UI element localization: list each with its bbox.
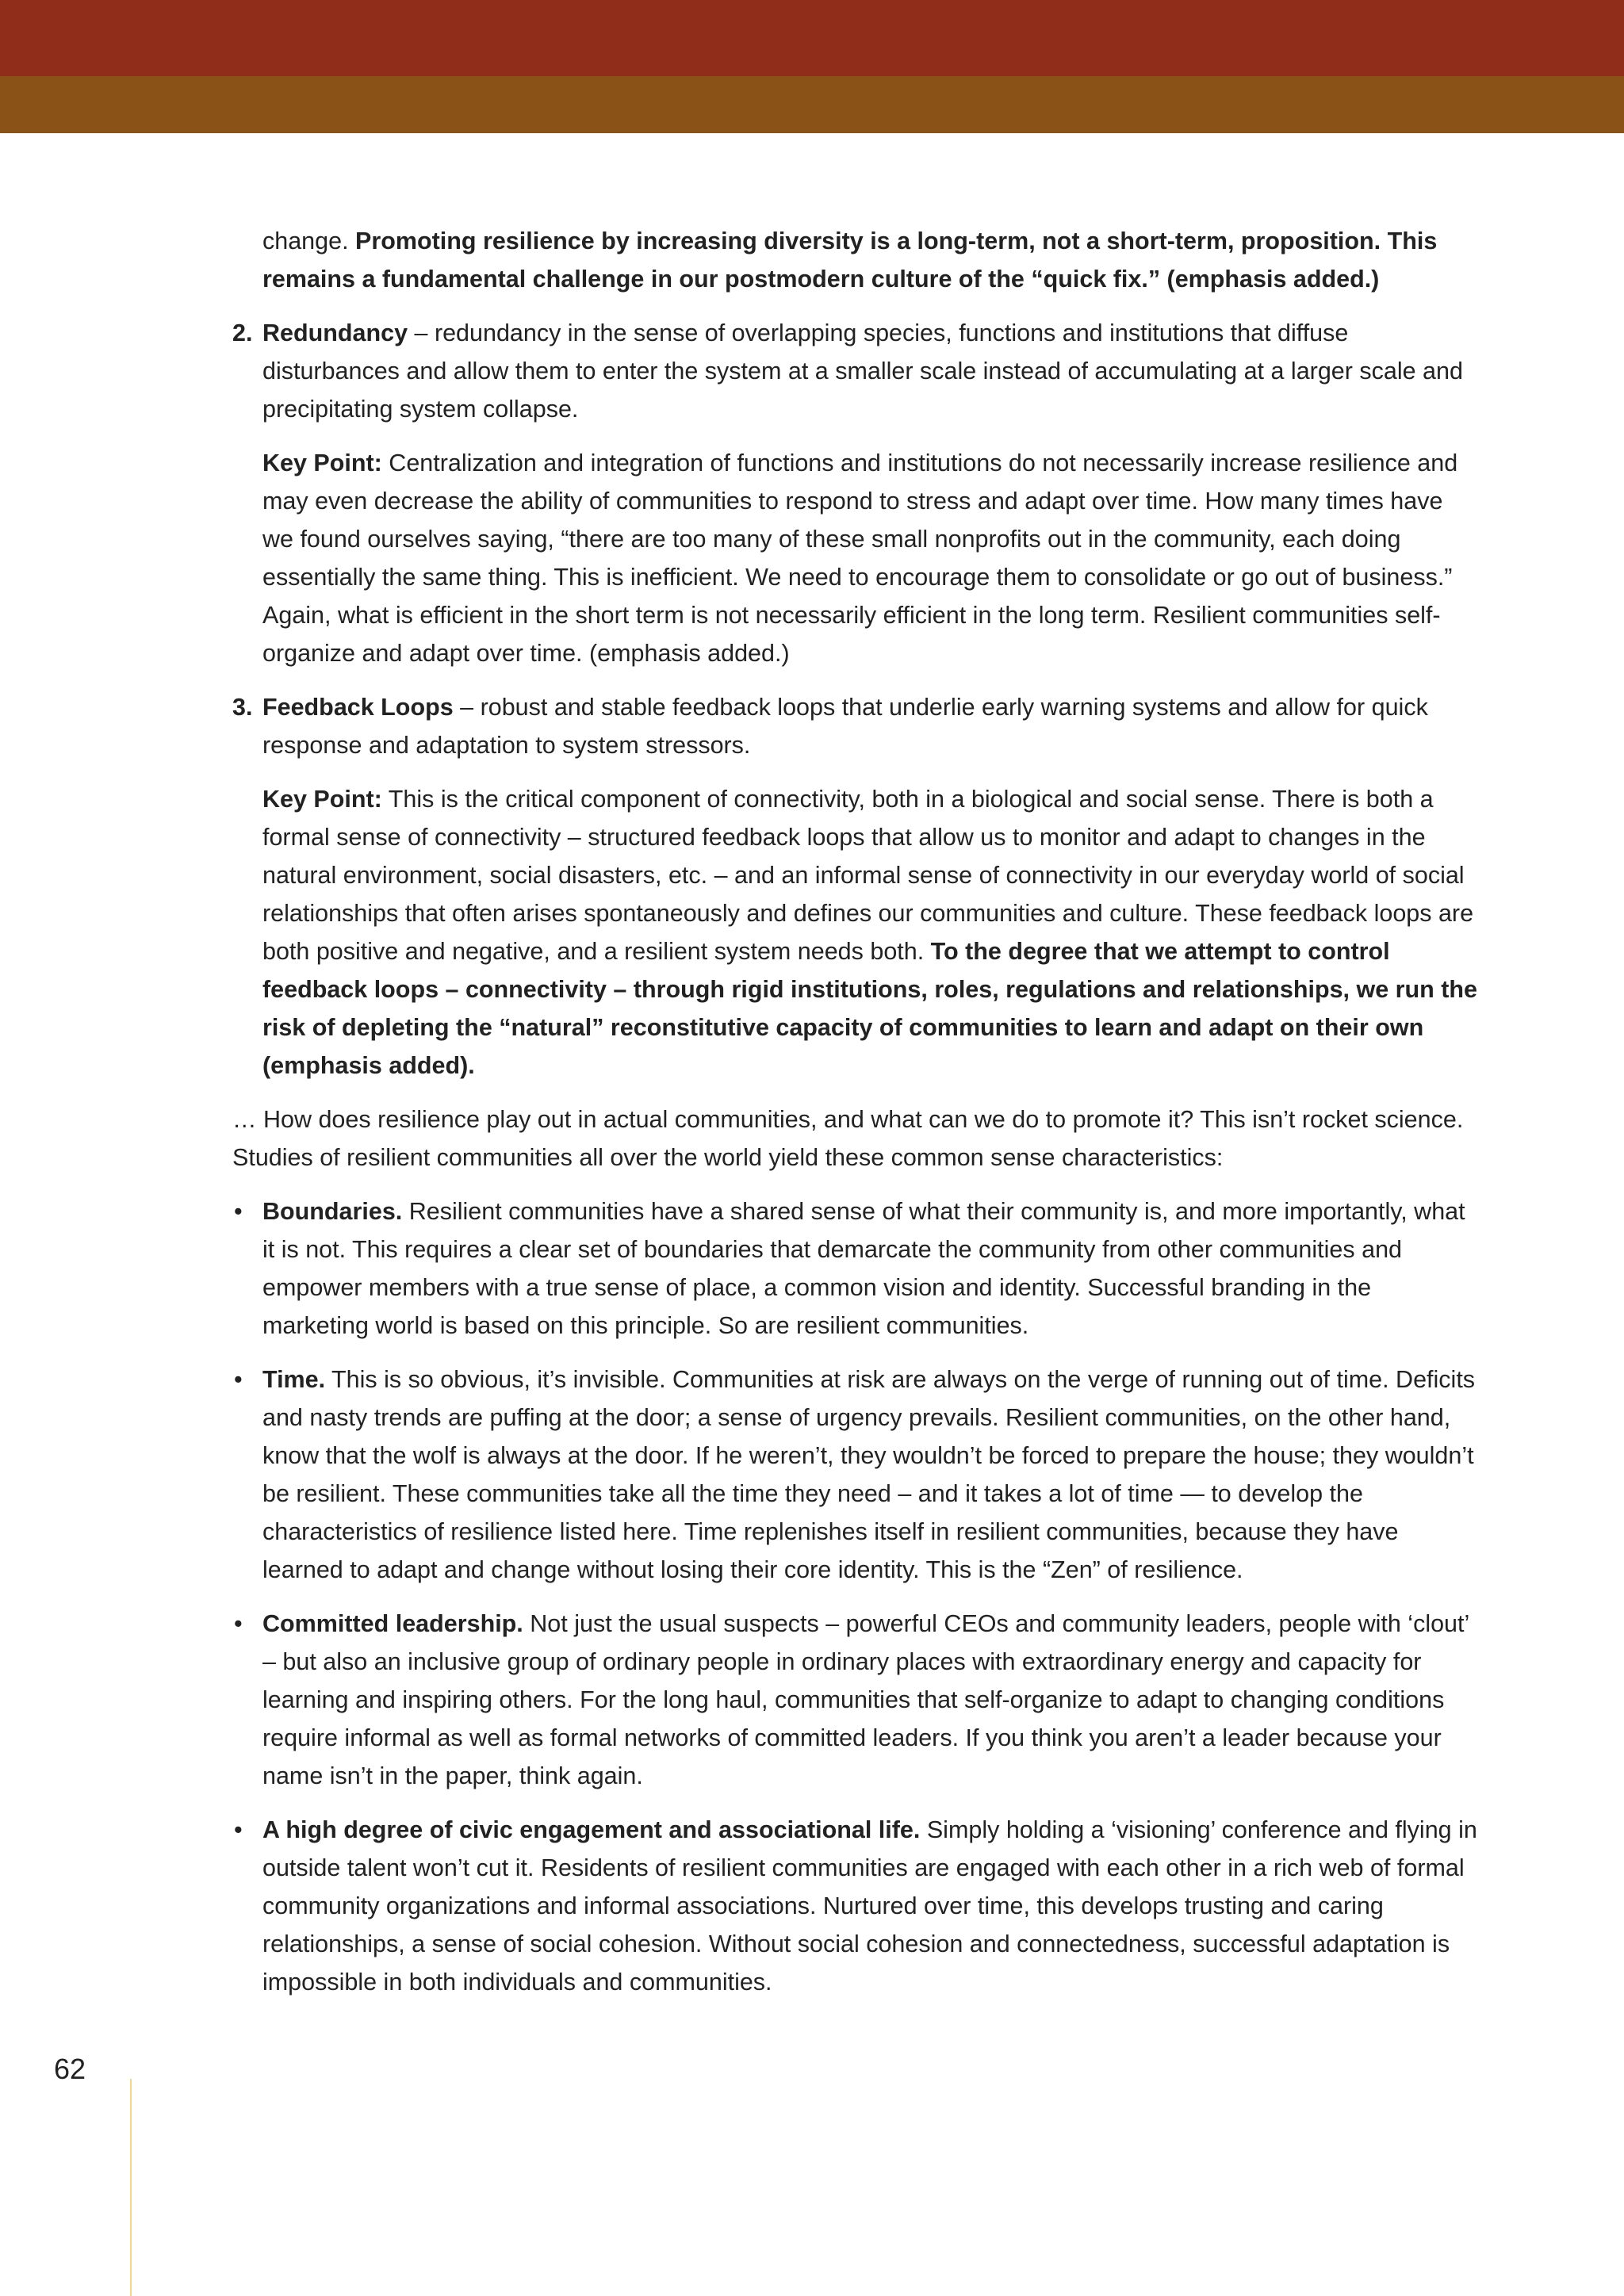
- bullet-term: Boundaries.: [262, 1198, 403, 1225]
- key-point-label: Key Point:: [262, 450, 382, 476]
- bullet-symbol: •: [234, 1198, 243, 1225]
- bullet-paragraph: [262, 1360, 1477, 1589]
- page-number: 62: [54, 2053, 86, 2085]
- transition-paragraph: … How does resilience play out in actual communities, and what can we do to promote it? This isn’t rocket science. Studies of resilient communities all over the world yield these common sense characteristics:: [232, 1106, 1464, 1171]
- item-number: 3.: [232, 694, 253, 721]
- numbered-item-feedback-loops: [232, 688, 1477, 1085]
- bullet-paragraph: [262, 1811, 1477, 2001]
- item-text: – redundancy in the sense of overlapping species, functions and institutions that diffuse disturbances and allow them to enter the system at a smaller scale instead of accumulating at a larger scale and precipitating system collapse.: [262, 320, 1463, 423]
- numbered-item-redundancy: [232, 314, 1477, 672]
- item-term: Feedback Loops: [262, 694, 454, 721]
- header-band-bottom: [0, 76, 1624, 133]
- item-number: 2.: [232, 320, 253, 346]
- bullet-text: This is so obvious, it’s invisible. Communities at risk are always on the verge of running out of time. Deficits and nasty trends are puffing at the door; a sense of urgency prevails. Resilient communities, on the other hand, know that the wolf is always at the door. If he weren’t, they wouldn’t be forced to prepare the house; they wouldn’t be resilient. These communities take all the time they need – and it takes a lot of time — to develop the characteristics of resilience listed here. Time replenishes itself in resilient communities, because they have learned to adapt and change without losing their core identity. This is the “Zen” of resilience.: [262, 1366, 1476, 1583]
- bullet-item-committed-leadership: [232, 1605, 1477, 1795]
- bullet-text: Resilient communities have a shared sense of what their community is, and more importantly, what it is not. This requires a clear set of boundaries that demarcate the community from other communities and empower members with a true sense of place, a common vision and identity. Successful branding in the marketing world is based on this principle. So are resilient communities.: [262, 1198, 1465, 1339]
- key-point-bold: To the degree that we attempt to control feedback loops – connectivity – through rigid institutions, roles, regulations and relationships, we run the risk of depleting the “natural” reconstitutive capacity of communities to learn and adapt on their own (emphasis added).: [262, 938, 1477, 1079]
- key-point-text: Centralization and integration of functions and institutions do not necessarily increase resilience and may even decrease the ability of communities to respond to stress and adapt over time. How many times have we found ourselves saying, “there are too many of these small nonprofits out in the community, each doing essentially the same thing. This is inefficient. We need to encourage them to consolidate or go out of business.” Again, what is efficient in the short term is not necessarily efficient in the long term. Resilient communities self-organize and adapt over time. (emphasis added.): [262, 450, 1458, 667]
- bullet-term: A high degree of civic engagement and associational life.: [262, 1816, 921, 1843]
- key-point: [262, 444, 1477, 672]
- bullet-item-boundaries: [232, 1192, 1477, 1345]
- bullet-symbol: •: [234, 1610, 243, 1637]
- key-point: [262, 780, 1477, 1085]
- page-body: [232, 222, 1477, 2001]
- bullet-term: Time.: [262, 1366, 326, 1393]
- item-definition: [262, 314, 1477, 428]
- item-term: Redundancy: [262, 320, 408, 346]
- bullet-paragraph: [262, 1192, 1477, 1345]
- bullet-text: Simply holding a ‘visioning’ conference and flying in outside talent won’t cut it. Residents of resilient communities are engaged with each other in a rich web of formal community organizations and informal associations. Nurtured over time, this develops trusting and caring relationships, a sense of social cohesion. Without social cohesion and connectedness, successful adaptation is impossible in both individuals and communities.: [262, 1816, 1477, 1996]
- bullet-symbol: •: [234, 1816, 243, 1843]
- bullet-text: Not just the usual suspects – powerful CEOs and community leaders, people with ‘clout’ – but also an inclusive group of ordinary people in ordinary places with extraordinary energy and capacity for learning and inspiring others. For the long haul, communities that self-organize to adapt to changing conditions require informal as well as formal networks of committed leaders. If you think you aren’t a leader because your name isn’t in the paper, think again.: [262, 1610, 1469, 1789]
- key-point-label: Key Point:: [262, 786, 382, 813]
- intro-lead: change.: [262, 228, 356, 254]
- key-point-text: This is the critical component of connectivity, both in a biological and social sense. There is both a formal sense of connectivity – structured feedback loops that allow us to monitor and adapt to changes in the natural environment, social disasters, etc. – and an informal sense of connectivity in our everyday world of social relationships that often arises spontaneously and defines our communities and culture. These feedback loops are both positive and negative, and a resilient system needs both.: [262, 786, 1474, 965]
- item-definition: [262, 688, 1477, 764]
- intro-bold: Promoting resilience by increasing diversity is a long-term, not a short-term, proposition. This remains a fundamental challenge in our postmodern culture of the “quick fix.” (emphasis added.): [262, 228, 1438, 293]
- item-text: – robust and stable feedback loops that underlie early warning systems and allow for quick response and adaptation to system stressors.: [262, 694, 1428, 759]
- bullet-item-time: [232, 1360, 1477, 1589]
- intro-paragraph: [232, 222, 1477, 298]
- bullet-symbol: •: [234, 1366, 243, 1393]
- header-band-top: [0, 0, 1624, 76]
- margin-rule: [130, 2079, 132, 2296]
- bullet-paragraph: [262, 1605, 1477, 1795]
- bullet-item-civic-engagement: [232, 1811, 1477, 2001]
- bullet-term: Committed leadership.: [262, 1610, 523, 1637]
